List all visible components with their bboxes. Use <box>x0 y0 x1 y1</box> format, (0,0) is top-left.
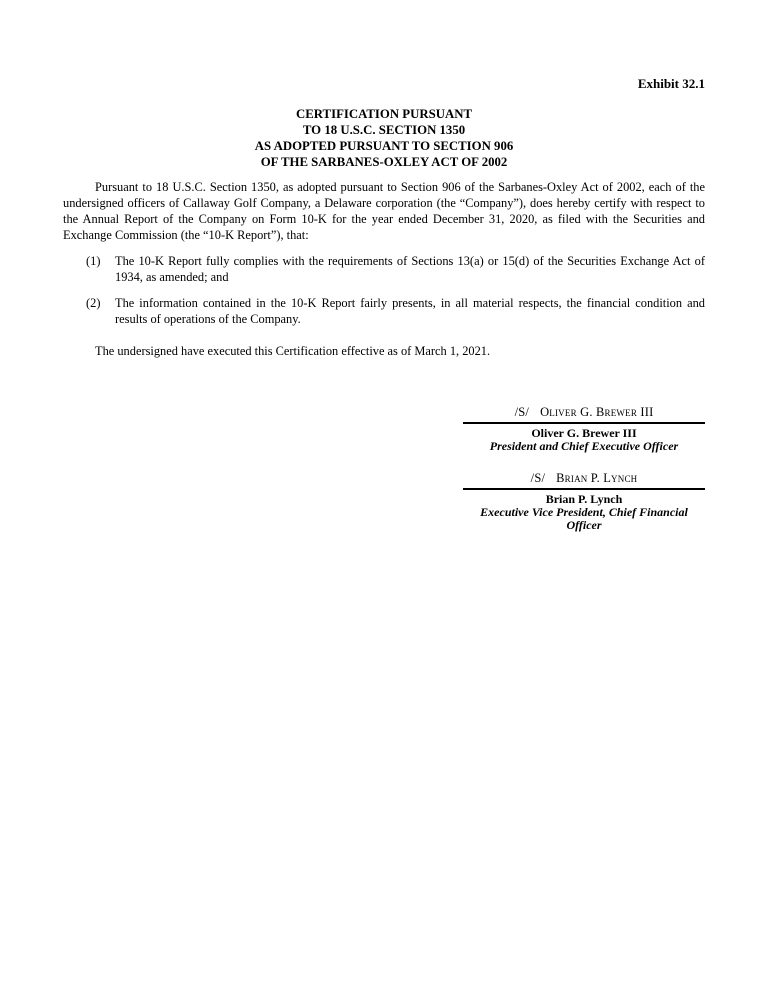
signature-block-brewer <box>463 405 705 453</box>
sig-printed-name: Oliver G. Brewer III <box>531 426 637 440</box>
item-text: The 10-K Report fully complies with the requirements of Sections 13(a) or 15(d) of the Securities Exchange Act of 1934, as amended; and <box>115 254 705 284</box>
signature-line <box>463 471 705 488</box>
signature-rule <box>463 488 705 490</box>
certification-title <box>63 106 705 170</box>
sig-printed-name: Brian P. Lynch <box>545 492 623 506</box>
sig-officer-title: Executive Vice President, Chief Financial Officer <box>480 505 688 532</box>
sig-officer-title: President and Chief Executive Officer <box>489 439 679 453</box>
item-number: (1) <box>86 254 101 268</box>
exhibit-label: Exhibit 32.1 <box>637 76 705 91</box>
signature-block-lynch <box>463 471 705 532</box>
sig-typed-name: Brian P. Lynch <box>556 471 638 485</box>
sig-typed-name: Oliver G. Brewer III <box>540 405 654 419</box>
signature-rule <box>463 422 705 424</box>
list-item-2 <box>63 295 705 327</box>
sig-slash-prefix: /S/ <box>530 471 546 485</box>
execution-statement: The undersigned have executed this Certification effective as of March 1, 2021. <box>95 344 491 358</box>
signature-line <box>463 405 705 422</box>
list-item-1 <box>63 253 705 285</box>
item-text: The information contained in the 10-K Report fairly presents, in all material respects, the financial condition and results of operations of the Company. <box>115 296 705 326</box>
item-number: (2) <box>86 296 101 310</box>
title-line-1: CERTIFICATION PURSUANT <box>295 107 472 121</box>
title-line-3: AS ADOPTED PURSUANT TO SECTION 906 <box>254 139 514 153</box>
title-line-2: TO 18 U.S.C. SECTION 1350 <box>302 123 466 137</box>
intro-paragraph: Pursuant to 18 U.S.C. Section 1350, as adopted pursuant to Section 906 of the Sarbanes-Oxley Act of 2002, each of the undersigned officers of Callaway Golf Company, a Delaware corporation (the “Company”), does hereby certify with respect to the Annual Report of the Company on Form 10-K for the year ended December 31, 2020, as filed with the Securities and Exchange Commission (the “10-K Report”), that: <box>63 180 705 242</box>
certification-list <box>63 253 705 327</box>
sig-slash-prefix: /S/ <box>514 405 530 419</box>
signature-area <box>63 405 705 532</box>
title-line-4: OF THE SARBANES-OXLEY ACT OF 2002 <box>260 155 508 169</box>
